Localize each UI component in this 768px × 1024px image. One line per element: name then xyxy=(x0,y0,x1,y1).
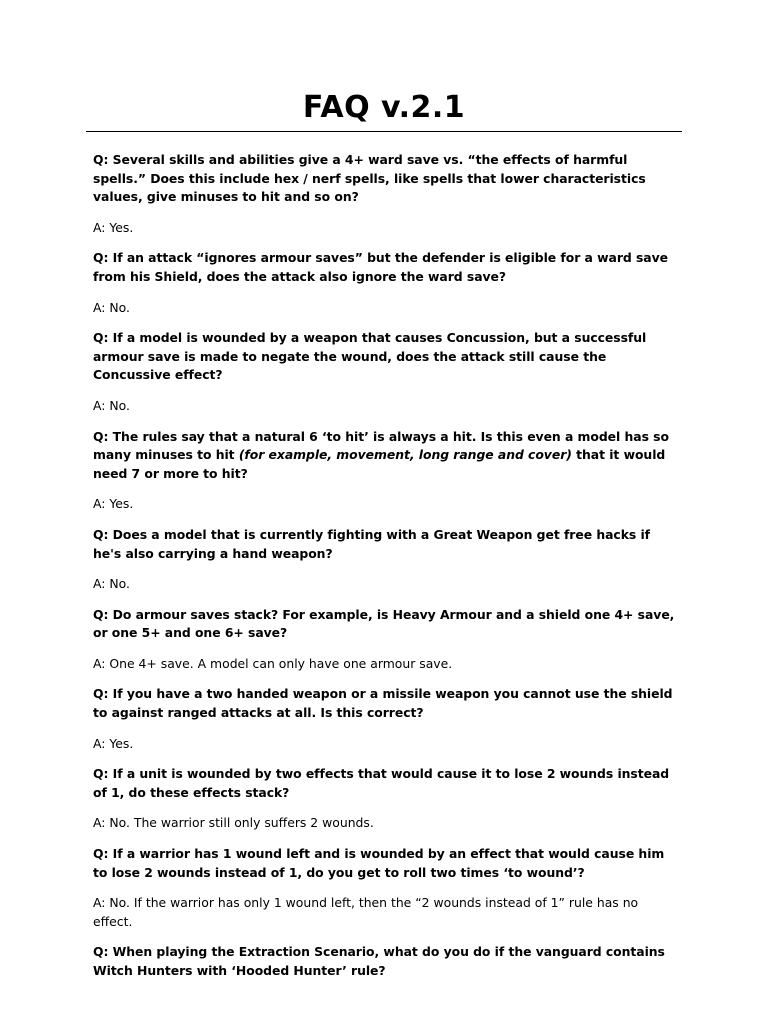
faq-answer-7: A: Yes. xyxy=(93,735,134,751)
faq-question-2: Q: If an attack “ignores armour saves” but the defender is eligible for a ward save from his Shield, does the attack also ignore the ward save? xyxy=(93,250,668,284)
faq-question-4-text: Q: The rules say that a natural 6 ‘to hit’ is always a hit. Is this even a model has so many minuses to hit xyxy=(93,428,669,463)
faq-answer-1: A: Yes. xyxy=(93,219,134,235)
faq-answer-2: A: No. xyxy=(93,299,130,315)
faq-answer-8: A: No. The warrior still only suffers 2 wounds. xyxy=(93,815,374,831)
faq-question-6: Q: Do armour saves stack? For example, is Heavy Armour and a shield one 4+ save, or one 5+ and one 6+ save? xyxy=(93,606,675,641)
faq-question-1: Q: Several skills and abilities give a 4+ ward save vs. “the effects of harmful spells.” Does this include hex / nerf spells, like spells that lower characteristics values, give minuses to hit and so on? xyxy=(93,152,646,205)
faq-question-7: Q: If you have a two handed weapon or a missile weapon you cannot use the shield to against ranged attacks at all. Is this correct? xyxy=(93,686,673,721)
faq-answer-4: A: Yes. xyxy=(93,496,134,512)
faq-question-9: Q: If a warrior has 1 wound left and is wounded by an effect that would cause him to lose 2 wounds instead of 1, do you get to roll two times ‘to wound’? xyxy=(93,846,665,880)
faq-question-4-italic: (for example, movement, long range and cover) xyxy=(238,447,572,463)
faq-answer-6: A: One 4+ save. A model can only have one armour save. xyxy=(93,655,453,671)
faq-question-3: Q: If a model is wounded by a weapon that causes Concussion, but a successful armour save is made to negate the wound, does the attack still cause the Concussive effect? xyxy=(93,330,647,383)
faq-list xyxy=(93,151,675,993)
faq-answer-3: A: No. xyxy=(93,397,130,413)
page-title: FAQ v.2.1 xyxy=(302,90,466,125)
faq-question-4 xyxy=(93,428,675,484)
faq-question-5: Q: Does a model that is currently fighting with a Great Weapon get free hacks if he's also carrying a hand weapon? xyxy=(93,526,651,561)
faq-question-8: Q: If a unit is wounded by two effects that would cause it to lose 2 wounds instead of 1, do these effects stack? xyxy=(93,766,670,800)
title-underline xyxy=(86,131,682,132)
faq-question-10: Q: When playing the Extraction Scenario, what do you do if the vanguard contains Witch Hunters with ‘Hooded Hunter’ rule? xyxy=(93,944,665,978)
faq-question-4-text-end: that it would need 7 or more to hit? xyxy=(93,447,666,481)
faq-answer-5: A: No. xyxy=(93,576,130,592)
faq-answer-9: A: No. If the warrior has only 1 wound left, then the “2 wounds instead of 1” rule has no effect. xyxy=(93,895,639,929)
